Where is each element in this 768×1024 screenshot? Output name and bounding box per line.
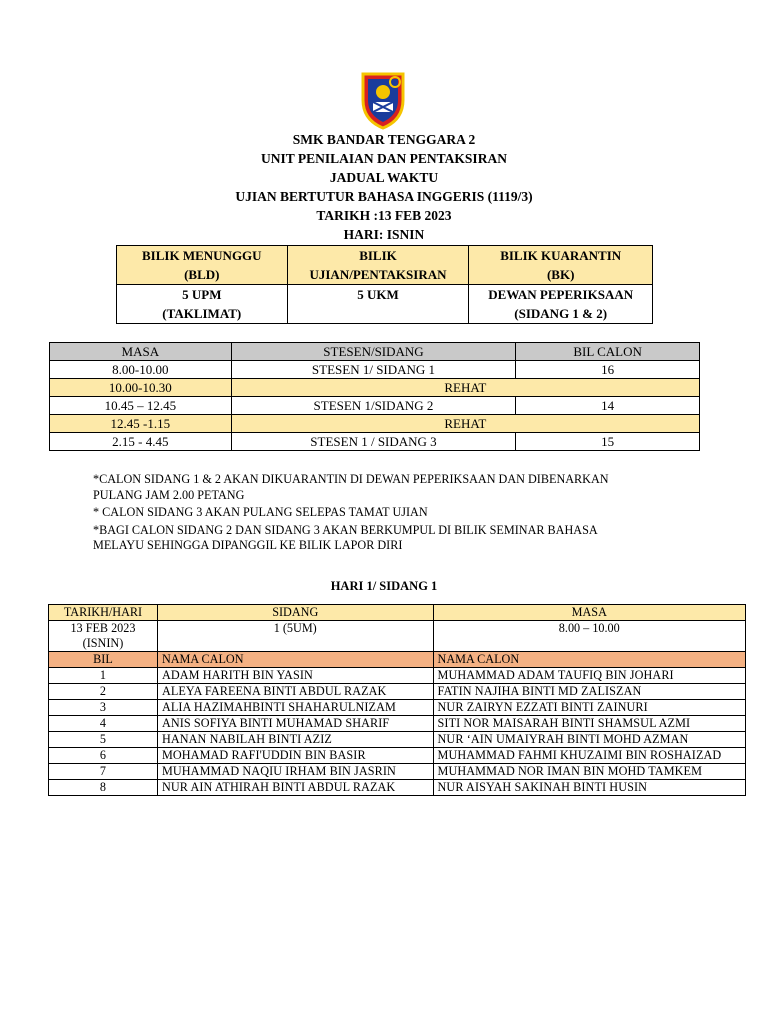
stesen-cell: STESEN 1/SIDANG 2 [231, 397, 516, 415]
quarantine-room-header: BILIK KUARANTIN (BK) [469, 246, 653, 285]
exam-room-value: 5 UKM [287, 285, 469, 324]
candidate-name-cell: FATIN NAJIHA BINTI MD ZALISZAN [433, 684, 745, 700]
waiting-room-header: BILIK MENUNGGU (BLD) [117, 246, 288, 285]
sidang-cell: 1 (5UM) [157, 621, 433, 652]
exam-name: UJIAN BERTUTUR BAHASA INGGERIS (1119/3) [235, 189, 533, 204]
note-2: * CALON SIDANG 3 AKAN PULANG SELEPAS TAMAT UJIAN [93, 505, 428, 519]
candidate-name-cell: ALIA HAZIMAHBINTI SHAHARULNIZAM [157, 700, 433, 716]
col-bil-calon: BIL CALON [516, 343, 700, 361]
roster-body [49, 668, 746, 796]
table-row [49, 668, 746, 684]
school-name: SMK BANDAR TENGGARA 2 [292, 132, 476, 147]
candidate-name-cell: ALEYA FAREENA BINTI ABDUL RAZAK [157, 684, 433, 700]
rehat-cell: REHAT [231, 379, 699, 397]
masa-cell: 2.15 - 4.45 [50, 433, 232, 451]
bil-cell: 7 [49, 764, 158, 780]
bil-cell: 6 [49, 748, 158, 764]
col-nama-calon-2: NAMA CALON [433, 652, 745, 668]
rehat-cell: REHAT [231, 415, 699, 433]
break-row [50, 415, 700, 433]
table-row [49, 748, 746, 764]
candidate-name-cell: MUHAMMAD NOR IMAN BIN MOHD TAMKEM [433, 764, 745, 780]
col-masa: MASA [50, 343, 232, 361]
stesen-cell: STESEN 1 / SIDANG 3 [231, 433, 516, 451]
bil-cell: 15 [516, 433, 700, 451]
candidate-name-cell: MOHAMAD RAFI'UDDIN BIN BASIR [157, 748, 433, 764]
bil-cell: 14 [516, 397, 700, 415]
rooms-header-row [117, 246, 653, 285]
table-row [49, 732, 746, 748]
masa-cell: 10.00-10.30 [50, 379, 232, 397]
roster-header-row [49, 605, 746, 621]
names-header-row [49, 652, 746, 668]
masa-cell: 12.45 -1.15 [50, 415, 232, 433]
bil-cell: 1 [49, 668, 158, 684]
candidate-name-cell: NUR AISYAH SAKINAH BINTI HUSIN [433, 780, 745, 796]
candidate-name-cell: NUR ‘AIN UMAIYRAH BINTI MOHD AZMAN [433, 732, 745, 748]
table-row [49, 780, 746, 796]
candidate-name-cell: NUR AIN ATHIRAH BINTI ABDUL RAZAK [157, 780, 433, 796]
table-row [50, 361, 700, 379]
col-masa: MASA [433, 605, 745, 621]
table-row [50, 397, 700, 415]
bil-cell: 2 [49, 684, 158, 700]
table-row [49, 700, 746, 716]
candidate-name-cell: HANAN NABILAH BINTI AZIZ [157, 732, 433, 748]
unit-name: UNIT PENILAIAN DAN PENTAKSIRAN [261, 151, 507, 166]
tarikh-cell: 13 FEB 2023 (ISNIN) [49, 621, 158, 652]
exam-room-header: BILIK UJIAN/PENTAKSIRAN [287, 246, 469, 285]
waiting-room-value: 5 UPM (TAKLIMAT) [117, 285, 288, 324]
schedule-header-row [50, 343, 700, 361]
bil-cell: 3 [49, 700, 158, 716]
school-crest-logo [359, 70, 407, 130]
masa-cell: 10.45 – 12.45 [50, 397, 232, 415]
col-bil: BIL [49, 652, 158, 668]
document-header [0, 130, 768, 244]
table-row [49, 764, 746, 780]
table-row [49, 684, 746, 700]
schedule-table [49, 342, 700, 451]
candidate-name-cell: MUHAMMAD NAQIU IRHAM BIN JASRIN [157, 764, 433, 780]
roster-title: HARI 1/ SIDANG 1 [330, 579, 438, 593]
candidate-name-cell: NUR ZAIRYN EZZATI BINTI ZAINURI [433, 700, 745, 716]
rooms-value-row [117, 285, 653, 324]
bil-cell: 5 [49, 732, 158, 748]
exam-day: HARI: ISNIN [343, 227, 425, 242]
candidate-name-cell: MUHAMMAD FAHMI KHUZAIMI BIN ROSHAIZAD [433, 748, 745, 764]
note-1: *CALON SIDANG 1 & 2 AKAN DIKUARANTIN DI DEWAN PEPERIKSAAN DAN DIBENARKAN PULANG JAM 2.00 PETANG [93, 472, 609, 502]
stesen-cell: STESEN 1/ SIDANG 1 [231, 361, 516, 379]
quarantine-room-value: DEWAN PEPERIKSAAN (SIDANG 1 & 2) [469, 285, 653, 324]
masa-cell: 8.00-10.00 [50, 361, 232, 379]
break-row [50, 379, 700, 397]
candidate-name-cell: MUHAMMAD ADAM TAUFIQ BIN JOHARI [433, 668, 745, 684]
doc-title: JADUAL WAKTU [329, 170, 439, 185]
bil-cell: 4 [49, 716, 158, 732]
col-sidang: SIDANG [157, 605, 433, 621]
roster-info-row [49, 621, 746, 652]
bil-cell: 8 [49, 780, 158, 796]
exam-date: TARIKH :13 FEB 2023 [316, 208, 452, 223]
note-3: *BAGI CALON SIDANG 2 DAN SIDANG 3 AKAN BERKUMPUL DI BILIK SEMINAR BAHASA MELAYU SEHINGGA DIPANGGIL KE BILIK LAPOR DIRI [93, 522, 598, 552]
bil-cell: 16 [516, 361, 700, 379]
roster-table [48, 604, 746, 796]
col-nama-calon-1: NAMA CALON [157, 652, 433, 668]
notes-section [93, 472, 693, 556]
col-stesen: STESEN/SIDANG [231, 343, 516, 361]
table-row [49, 716, 746, 732]
table-row [50, 433, 700, 451]
candidate-name-cell: SITI NOR MAISARAH BINTI SHAMSUL AZMI [433, 716, 745, 732]
candidate-name-cell: ADAM HARITH BIN YASIN [157, 668, 433, 684]
col-tarikh: TARIKH/HARI [49, 605, 158, 621]
masa-cell: 8.00 – 10.00 [433, 621, 745, 652]
rooms-table [116, 245, 653, 324]
candidate-name-cell: ANIS SOFIYA BINTI MUHAMAD SHARIF [157, 716, 433, 732]
